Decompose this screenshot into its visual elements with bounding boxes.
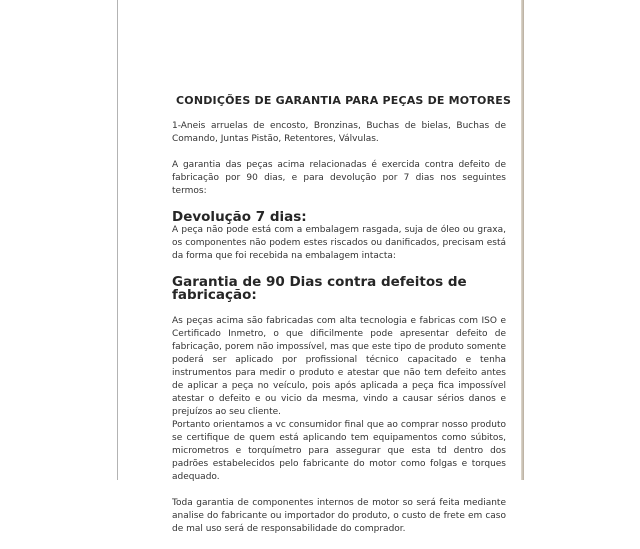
parts-list-paragraph: 1-Aneis arruelas de encosto, Bronzinas, Buchas de bielas, Buchas de Comando, Juntas Pistão, Retentores, Válvulas. [172,121,506,144]
garantia-paragraph-1: As peças acima são fabricadas com alta tecnologia e fabricas com ISO e Certificado Inmetro, o que dificilmente pode apresentar defeito de fabricação, porem não impossível, mas que este tipo de produto somente poderá ser aplicado por profissional técnico capacitado e tenha instrumentos para medir o produto e atestar que não tem defeito antes de aplicar a peça no veículo, pois após aplicada a peça fica impossível atestar o defeito e ou vicio da mesma, vindo a causar sérios danos e prejuízos ao seu cliente. [172,316,506,417]
garantia-paragraph-2: Portanto orientamos a vc consumidor final que ao comprar nosso produto se certifique de quem está aplicando tem equipamentos como súbitos, micrometros e torquímetro para assegurar que esta td dentro dos padrões estabelecidos pelo fabricante do motor como folgas e torques adequado. [172,420,506,482]
left-page-rule [117,0,118,480]
page-title: CONDIÇÕES DE GARANTIA PARA PEÇAS DE MOTORES [176,94,512,107]
garantia-heading: Garantia de 90 Dias contra defeitos de fabricação: [172,274,467,303]
document-body [172,94,512,549]
right-page-rule [521,0,524,480]
devolucao-paragraph: A peça não pode está com a embalagem rasgada, suja de óleo ou graxa, os componentes não podem estes riscados ou danificados, precisam está da forma que foi recebida na embalagem intacta: [172,225,506,261]
devolucao-heading: Devolução 7 dias: [172,209,307,225]
closing-paragraph: Toda garantia de componentes internos de motor so será feita mediante analise do fabricante ou importador do produto, o custo de frete em caso de mal uso será de responsabilidade do comprador. [172,498,506,534]
warranty-terms-paragraph: A garantia das peças acima relacionadas é exercida contra defeito de fabricação por 90 dias, e para devolução por 7 dias nos seguintes termos: [172,160,506,196]
